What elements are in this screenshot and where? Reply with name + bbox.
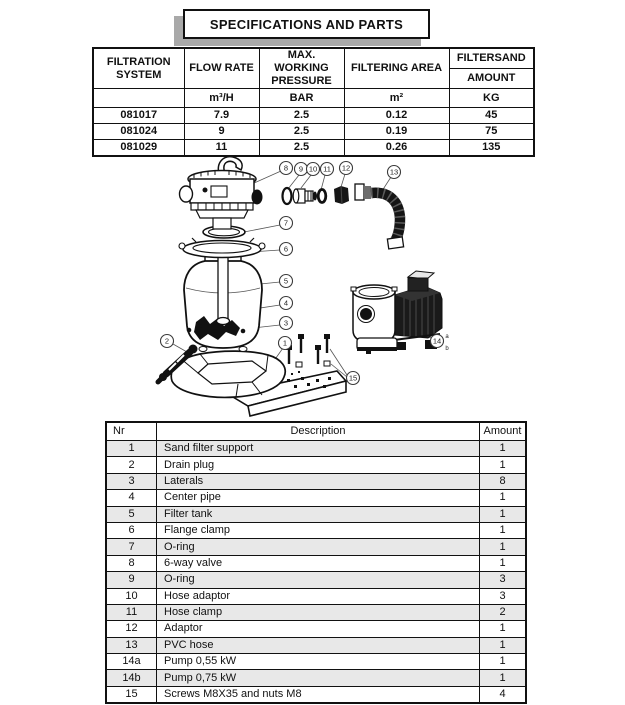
callout-12 (340, 162, 353, 175)
callout-10 (307, 163, 320, 176)
spec-cell: 0.26 (344, 140, 449, 157)
part-description: Pump 0,55 kW (157, 654, 480, 670)
pvc-hose-drawing (355, 184, 404, 249)
parts-table-row (106, 588, 526, 604)
part-description: Pump 0,75 kW (157, 670, 480, 686)
parts-table-row (106, 637, 526, 653)
spec-header-line: FILTRATION (106, 55, 171, 68)
part-description: O-ring (157, 539, 480, 555)
spec-unit-system (93, 89, 184, 108)
spec-header-filtration-system (93, 48, 184, 89)
parts-table-row (106, 506, 526, 522)
svg-text:7: 7 (283, 218, 289, 228)
parts-table-row (106, 670, 526, 686)
spec-header-row-1 (93, 48, 534, 69)
callout-6 (280, 243, 293, 256)
spec-header-line: MAX. WORKING (274, 49, 329, 74)
part-nr: 7 (106, 539, 157, 555)
screws-drawing (286, 334, 330, 367)
callout-1 (279, 337, 292, 350)
svg-text:1: 1 (282, 338, 288, 348)
pump-variant-b-label: b (445, 346, 449, 352)
parts-table-row (106, 522, 526, 538)
svg-text:6: 6 (283, 244, 289, 254)
parts-header-amount: Amount (480, 422, 527, 441)
svg-text:2: 2 (164, 336, 170, 346)
svg-text:14: 14 (432, 336, 442, 346)
svg-text:12: 12 (341, 163, 351, 173)
part-description: Center pipe (157, 490, 480, 506)
spec-cell: 2.5 (259, 108, 344, 124)
part-nr: 14b (106, 670, 157, 686)
spec-header-filtersand: FILTERSAND (449, 48, 534, 69)
flange-clamp-drawing (179, 238, 265, 258)
spec-header-line: SYSTEM (116, 68, 162, 81)
part-amount: 1 (480, 621, 527, 637)
parts-table-row (106, 539, 526, 555)
spec-unit-sand: KG (449, 89, 534, 108)
spec-header-max-working-pressure (259, 48, 344, 89)
part-nr: 15 (106, 686, 157, 703)
part-nr: 14a (106, 654, 157, 670)
callout-11 (321, 163, 334, 176)
part-description: PVC hose (157, 637, 480, 653)
spec-data-row (93, 108, 534, 124)
part-amount: 1 (480, 522, 527, 538)
spec-cell: 75 (449, 124, 534, 140)
callout-5 (280, 275, 293, 288)
pump-variant-a-label: a (445, 334, 449, 340)
spec-header-amount: AMOUNT (449, 69, 534, 89)
part-amount: 1 (480, 506, 527, 522)
callout-7 (280, 217, 293, 230)
parts-table-row (106, 441, 526, 457)
part-amount: 1 (480, 670, 527, 686)
part-amount: 4 (480, 686, 527, 703)
spec-unit-pressure: BAR (259, 89, 344, 108)
part-amount: 1 (480, 555, 527, 571)
part-nr: 13 (106, 637, 157, 653)
svg-text:10: 10 (308, 164, 318, 174)
svg-text:3: 3 (283, 318, 289, 328)
part-nr: 11 (106, 604, 157, 620)
svg-text:8: 8 (283, 163, 289, 173)
svg-text:13: 13 (389, 167, 399, 177)
spec-cell: 9 (184, 124, 259, 140)
parts-table-row (106, 621, 526, 637)
part-description: 6-way valve (157, 555, 480, 571)
part-amount: 1 (480, 441, 527, 457)
callout-14ab (431, 334, 450, 352)
parts-table-row (106, 473, 526, 489)
page-title (183, 9, 430, 39)
part-nr: 2 (106, 457, 157, 473)
part-amount: 1 (480, 490, 527, 506)
parts-table-row (106, 604, 526, 620)
part-description: Drain plug (157, 457, 480, 473)
spec-cell: 081029 (93, 140, 184, 157)
spec-header-filtering-area: FILTERING AREA (344, 48, 449, 89)
svg-text:4: 4 (283, 298, 289, 308)
parts-list-table (105, 421, 527, 704)
part-amount: 1 (480, 457, 527, 473)
callout-2 (161, 335, 174, 348)
spec-cell: 7.9 (184, 108, 259, 124)
callout-9 (295, 163, 308, 176)
center-pipe-drawing (217, 256, 230, 325)
spec-cell: 0.19 (344, 124, 449, 140)
part-description: Hose clamp (157, 604, 480, 620)
part-nr: 8 (106, 555, 157, 571)
spec-cell: 0.12 (344, 108, 449, 124)
part-nr: 3 (106, 473, 157, 489)
svg-text:11: 11 (323, 164, 331, 174)
callout-15 (347, 372, 360, 385)
svg-text:9: 9 (298, 164, 304, 174)
part-description: O-ring (157, 572, 480, 588)
page-title-text: SPECIFICATIONS AND PARTS (209, 16, 404, 32)
parts-table-row (106, 572, 526, 588)
spec-header-line: PRESSURE (271, 75, 332, 87)
parts-table-row (106, 686, 526, 703)
part-nr: 9 (106, 572, 157, 588)
spec-cell: 2.5 (259, 124, 344, 140)
spec-units-row (93, 89, 534, 108)
part-amount: 1 (480, 637, 527, 653)
part-description: Adaptor (157, 621, 480, 637)
part-description: Sand filter support (157, 441, 480, 457)
pump-drawing (351, 271, 442, 354)
hose-clamp-drawing (318, 190, 326, 203)
part-nr: 1 (106, 441, 157, 457)
callout-13 (388, 166, 401, 179)
parts-table-row (106, 654, 526, 670)
spec-unit-flow-rate: m³/H (184, 89, 259, 108)
part-description: Filter tank (157, 506, 480, 522)
small-o-ring-drawing (283, 188, 292, 204)
parts-table-row (106, 457, 526, 473)
part-nr: 6 (106, 522, 157, 538)
spec-data-row (93, 124, 534, 140)
part-description: Flange clamp (157, 522, 480, 538)
part-amount: 3 (480, 588, 527, 604)
specifications-table (92, 47, 535, 157)
svg-text:15: 15 (348, 373, 358, 383)
parts-header-row (106, 422, 526, 441)
callout-3 (280, 317, 293, 330)
spec-cell: 2.5 (259, 140, 344, 157)
part-amount: 1 (480, 539, 527, 555)
spec-cell: 45 (449, 108, 534, 124)
spec-cell: 081017 (93, 108, 184, 124)
parts-header-description: Description (157, 422, 480, 441)
parts-table-row (106, 555, 526, 571)
spec-cell: 135 (449, 140, 534, 157)
part-amount: 3 (480, 572, 527, 588)
callout-8 (280, 162, 293, 175)
adaptor-drawing (334, 186, 349, 204)
parts-header-nr: Nr (106, 422, 157, 441)
part-description: Laterals (157, 473, 480, 489)
spec-cell: 11 (184, 140, 259, 157)
part-description: Screws M8X35 and nuts M8 (157, 686, 480, 703)
part-amount: 1 (480, 654, 527, 670)
spec-unit-area: m² (344, 89, 449, 108)
part-amount: 2 (480, 604, 527, 620)
part-amount: 8 (480, 473, 527, 489)
part-nr: 5 (106, 506, 157, 522)
parts-table-row (106, 490, 526, 506)
hose-adaptor-drawing (293, 189, 317, 203)
spec-cell: 081024 (93, 124, 184, 140)
svg-text:5: 5 (283, 276, 289, 286)
part-nr: 4 (106, 490, 157, 506)
part-nr: 10 (106, 588, 157, 604)
six-way-valve-drawing (180, 157, 263, 229)
callout-4 (280, 297, 293, 310)
spec-header-flow-rate: FLOW RATE (184, 48, 259, 89)
exploded-parts-diagram (125, 148, 475, 420)
part-description: Hose adaptor (157, 588, 480, 604)
part-nr: 12 (106, 621, 157, 637)
